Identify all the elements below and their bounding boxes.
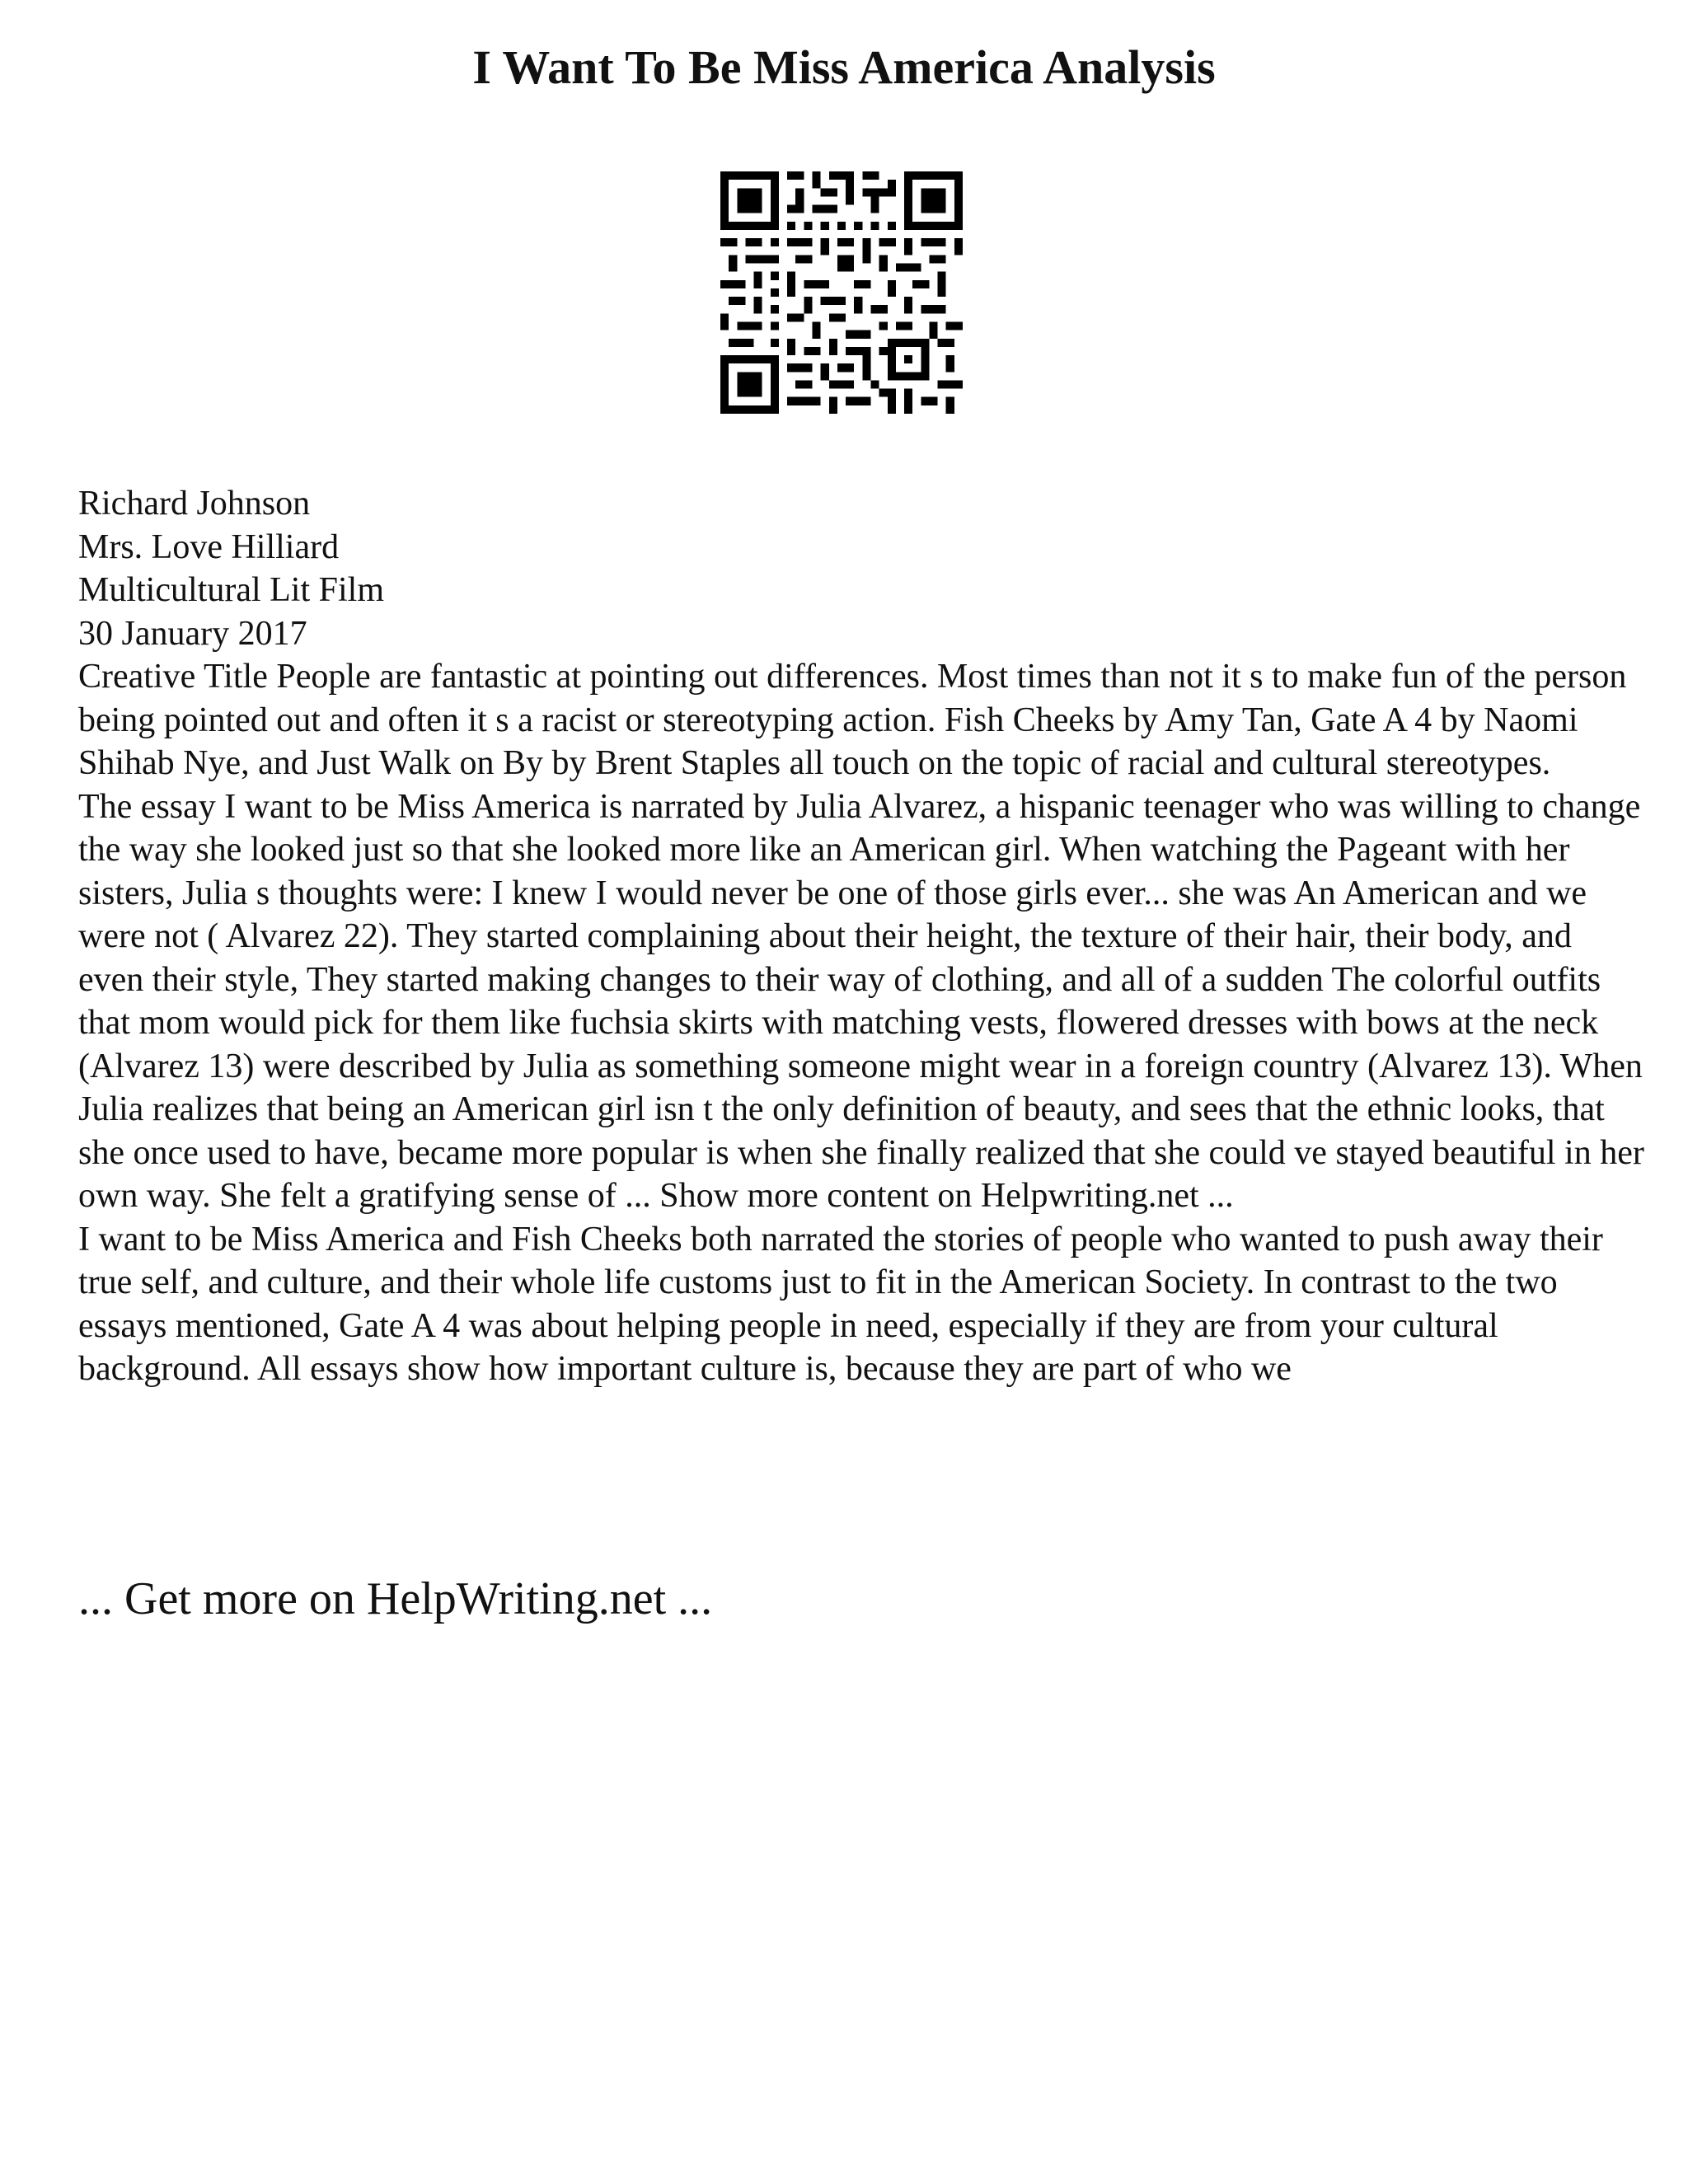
essay-date: 30 January 2017 xyxy=(78,614,307,653)
essay-body xyxy=(78,482,1644,1391)
essay-paragraph: Creative Title People are fantastic at pointing out differences. Most times than not it s to make fun of the person being pointed out and often it s a racist or stereotyping action. Fish Cheeks by Amy Tan, Gate A 4 by Naomi Shihab Nye, and Just Walk on By by Brent Staples all touch on the topic of racial and cultural stereotypes. xyxy=(78,658,1627,782)
essay-paragraph: I want to be Miss America and Fish Cheeks both narrated the stories of people who wanted to push away their true self, and culture, and their whole life customs just to fit in the American Society. In contrast to the two essays mentioned, Gate A 4 was about helping people in need, especially if they are from your cultural background. All essays show how important culture is, because they are part of who we xyxy=(78,1220,1603,1388)
author-name: Richard Johnson xyxy=(78,485,311,523)
essay-paragraph: The essay I want to be Miss America is narrated by Julia Alvarez, a hispanic teenager who was willing to change the way she looked just so that she looked more like an American girl. When watching the Pageant with her sisters, Julia s thoughts were: I knew I would never be one of those girls ever... she was An American and we were not ( Alvarez 22). They started complaining about their height, the texture of their hair, their body, and even their style, They started making changes to their way of clothing, and all of a sudden The colorful outfits that mom would pick for them like fuchsia skirts with matching vests, flowered dresses with bows at the neck (Alvarez 13) were described by Julia as something someone might wear in a foreign country (Alvarez 13). When Julia realizes that being an American girl isn t the only definition of beauty, and sees that the ethnic looks, that she once used to have, became more popular is when she finally realized that she could ve stayed beautiful in her own way. She felt a gratifying sense of ... Show more content on Helpwriting.net ... xyxy=(78,787,1644,1215)
course-name: Multicultural Lit Film xyxy=(78,571,384,609)
page-title: I Want To Be Miss America Analysis xyxy=(472,40,1216,94)
qr-code-icon[interactable] xyxy=(720,171,963,414)
get-more-link[interactable]: ... Get more on HelpWriting.net ... xyxy=(78,1573,713,1624)
instructor-name: Mrs. Love Hilliard xyxy=(78,527,340,566)
